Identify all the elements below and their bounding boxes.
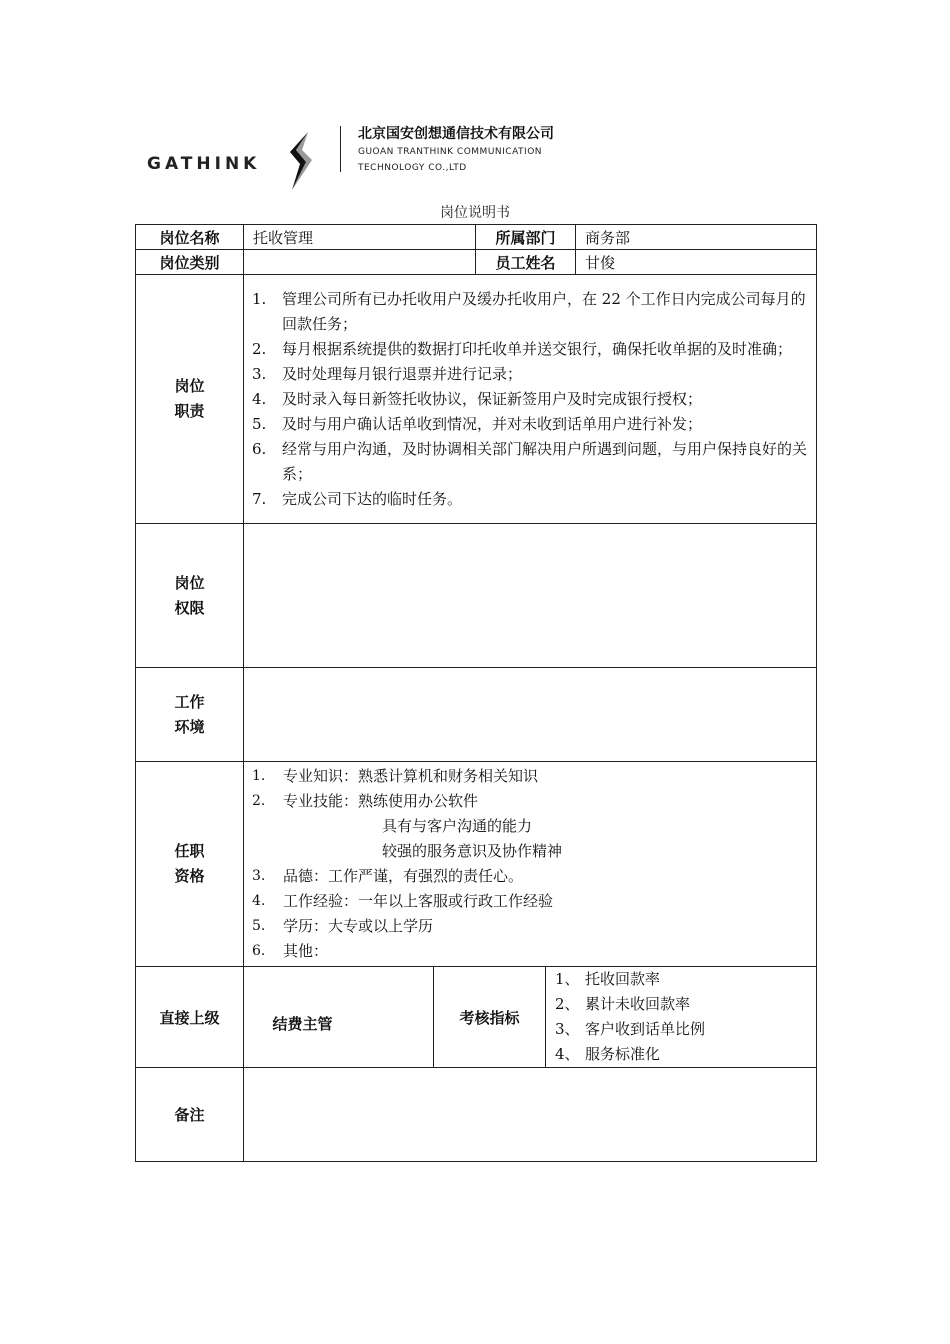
kpi-cell <box>546 967 817 1068</box>
list-item-text: 其他： <box>283 942 329 960</box>
table-row <box>136 250 817 275</box>
list-item-text: 专业技能：熟练使用办公软件 <box>283 792 479 810</box>
list-item-text: 服务标准化 <box>585 1045 661 1063</box>
environment-label <box>136 668 244 762</box>
environment-cell <box>244 668 817 762</box>
list-item-text: 品德：工作严谨，有强烈的责任心。 <box>283 867 524 885</box>
skill-extra-line: 具有与客户沟通的能力 <box>382 817 533 835</box>
remarks-cell <box>244 1068 817 1162</box>
list-item-number: 4. <box>252 389 267 408</box>
letterhead <box>140 118 840 198</box>
list-item-number: 2、 <box>555 995 580 1013</box>
authority-label <box>136 524 244 668</box>
list-item-text: 及时与用户确认话单收到情况，并对未收到话单用户进行补发； <box>282 414 703 433</box>
list-item-text: 工作经验：一年以上客服或行政工作经验 <box>283 892 554 910</box>
list-item <box>252 789 810 814</box>
list-item-number: 1. <box>252 289 267 308</box>
list-item <box>252 337 810 362</box>
employee-name-value: 甘俊 <box>576 250 817 275</box>
qualifications-list <box>244 762 816 966</box>
list-item-text: 每月根据系统提供的数据打印托收单并送交银行，确保托收单据的及时准确； <box>282 339 793 358</box>
table-row <box>136 275 817 524</box>
list-item-number: 4、 <box>555 1045 580 1063</box>
list-item <box>252 362 810 387</box>
list-item <box>252 939 810 964</box>
list-item-text: 专业知识：熟悉计算机和财务相关知识 <box>283 767 539 785</box>
list-item-text: 客户收到话单比例 <box>585 1020 706 1038</box>
environment-label-line: 工作 <box>174 692 205 711</box>
table-row <box>136 1068 817 1162</box>
remarks-label: 备注 <box>136 1068 244 1162</box>
position-category-label: 岗位类别 <box>136 250 244 275</box>
list-item-number: 2. <box>252 793 266 809</box>
list-item <box>252 914 810 939</box>
list-item-number: 4. <box>252 893 266 909</box>
qualifications-label-line: 任职 <box>174 842 205 860</box>
duties-label-line: 岗位 <box>174 377 205 395</box>
list-item-number: 6. <box>252 943 266 959</box>
list-item-number: 5. <box>252 918 266 934</box>
document-title: 岗位说明书 <box>440 205 510 221</box>
list-item-text: 累计未收回款率 <box>585 995 691 1013</box>
qualifications-label-line: 资格 <box>174 867 205 885</box>
job-description-table <box>135 224 817 1162</box>
list-item-text: 学历：大专或以上学历 <box>283 917 434 935</box>
header-divider <box>340 126 341 172</box>
list-item <box>555 992 816 1017</box>
department-label: 所属部门 <box>476 225 576 250</box>
duties-label <box>136 275 244 524</box>
kpi-list <box>546 967 816 1067</box>
table-row <box>136 668 817 762</box>
duties-cell <box>244 275 817 524</box>
list-item <box>555 1042 816 1067</box>
position-category-value <box>244 250 476 275</box>
list-item <box>252 889 810 914</box>
position-name-value: 托收管理 <box>244 225 476 250</box>
company-name-en: GUOAN TRANTHINK COMMUNICATION TECHNOLOGY CO.,LTD <box>358 147 543 173</box>
list-item-number: 3、 <box>555 1020 580 1038</box>
duties-label-line: 职责 <box>174 402 205 420</box>
list-item-text: 及时录入每日新签托收协议，保证新签用户及时完成银行授权； <box>282 389 703 408</box>
list-item-text: 管理公司所有已办托收用户及缓办托收用户，在 22 个工作日内完成公司每月的回款任务； <box>282 289 806 333</box>
list-item-number: 3. <box>252 868 266 884</box>
qualifications-label <box>136 762 244 967</box>
supervisor-label: 直接上级 <box>136 967 244 1068</box>
list-item <box>252 412 810 437</box>
list-item <box>555 1017 816 1042</box>
list-item-number: 6. <box>252 439 267 458</box>
employee-name-label: 员工姓名 <box>476 250 576 275</box>
authority-label-line: 权限 <box>174 598 205 617</box>
table-row <box>136 225 817 250</box>
qualifications-cell <box>244 762 817 967</box>
list-item-number: 1、 <box>555 970 580 988</box>
authority-cell <box>244 524 817 668</box>
list-item <box>252 764 810 789</box>
company-logo-icon <box>286 132 316 190</box>
list-item-number: 1. <box>252 768 266 784</box>
supervisor-value <box>244 967 434 1068</box>
list-item <box>252 387 810 412</box>
list-item <box>252 487 810 512</box>
company-logo-text: GATHINK <box>147 154 261 174</box>
authority-label-line: 岗位 <box>174 573 205 592</box>
position-name-label: 岗位名称 <box>136 225 244 250</box>
list-item <box>555 967 816 992</box>
department-value: 商务部 <box>576 225 817 250</box>
table-row <box>136 762 817 967</box>
list-item-text: 托收回款率 <box>585 970 661 988</box>
skill-extra-line: 较强的服务意识及协作精神 <box>382 842 563 860</box>
list-item <box>252 437 810 487</box>
list-item-number: 7. <box>252 489 267 508</box>
list-item <box>252 864 810 889</box>
list-item-text: 经常与用户沟通，及时协调相关部门解决用户所遇到问题，与用户保持良好的关系； <box>282 439 808 483</box>
list-item-number: 5. <box>252 414 267 433</box>
environment-label-line: 环境 <box>174 717 205 736</box>
list-item-text: 完成公司下达的临时任务。 <box>282 489 463 508</box>
list-item-number: 3. <box>252 364 267 383</box>
list-item-text: 及时处理每月银行退票并进行记录； <box>282 364 523 383</box>
duties-list <box>244 285 816 514</box>
table-row <box>136 524 817 668</box>
table-row <box>136 967 817 1068</box>
supervisor-value-text: 结费主管 <box>272 1014 333 1033</box>
list-item <box>252 287 810 337</box>
list-item-number: 2. <box>252 339 267 358</box>
kpi-label: 考核指标 <box>434 967 546 1068</box>
company-name-cn: 北京国安创想通信技术有限公司 <box>358 126 554 142</box>
